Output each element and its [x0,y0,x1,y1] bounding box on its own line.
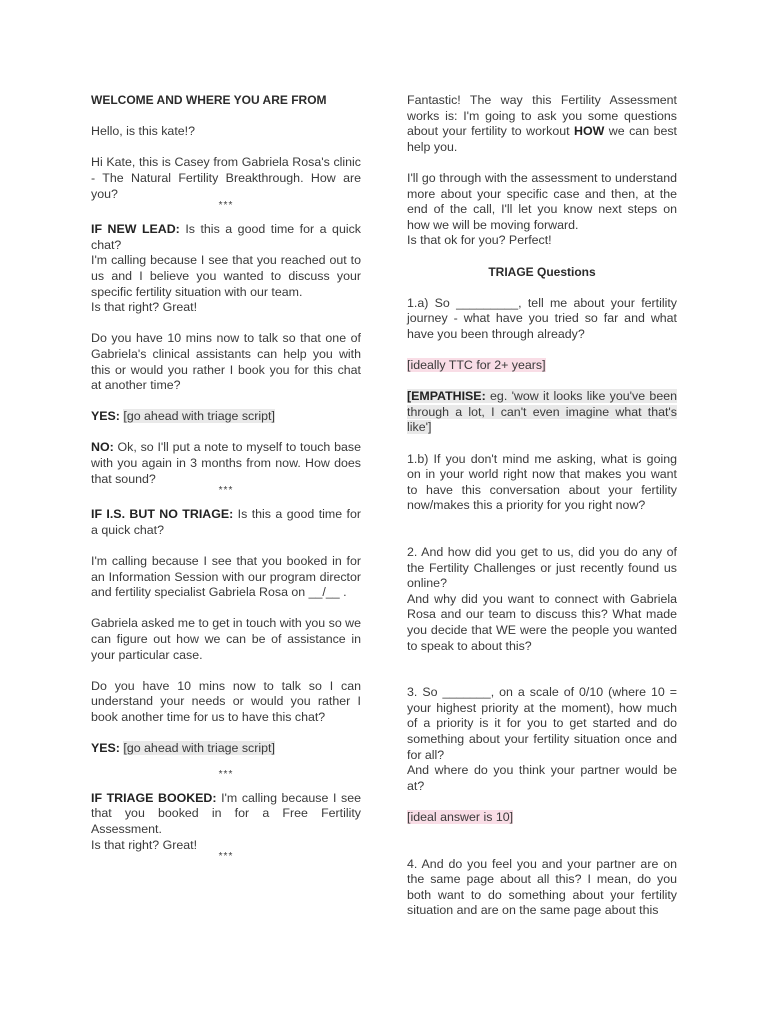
question-3-note [407,810,677,826]
is-no-triage-label: IF I.S. BUT NO TRIAGE: [91,507,234,522]
separator-stars: *** [218,485,234,497]
empathise-text: eg. 'wow it looks like you've been through a lot, I can't even imagine what that's like'] [407,389,677,435]
ten-mins-question-2: Do you have 10 mins now to talk so I can understand your needs or would you rather I book another time for us to have this chat? [91,678,361,724]
go-through-ok: Is that ok for you? Perfect! [407,233,552,248]
empathise-block [407,389,677,436]
question-4: 4. And do you feel you and your partner are on the same page about all this? I mean, do you both want to do something about your fertility situation and are on the same page about this [407,856,677,918]
is-reason: I'm calling because I see that you booked in for an Information Session with our program director and fertility specialist Gabriela Rosa on __/__ . [91,554,361,600]
is-no-triage-question: Is this a good time for a quick chat? [91,507,361,537]
question-1a-note [407,358,677,374]
fantastic-post: we can best help you. [407,124,677,154]
fantastic-how: HOW [574,124,605,139]
fantastic-pre: Fantastic! The way this Fertility Assessment works is: I'm going to ask you some questions about your fertility to workout [407,93,677,139]
no-text: Ok, so I'll put a note to myself to touch base with you again in 3 months from now. How does that sound? [91,440,361,486]
separator-stars: *** [218,200,234,212]
question-1a: 1.a) So _________, tell me about your fertility journey - what have you tried so far and what have you been through already? [407,295,677,341]
separator-stars: *** [218,851,234,863]
no-option [91,440,361,487]
fantastic-paragraph [407,93,677,155]
new-lead-label: IF NEW LEAD: [91,222,180,237]
triage-booked-text: I'm calling because I see that you booked in for a Free Fertility Assessment. [91,790,361,836]
left-column [91,93,361,873]
triage-booked-label: IF TRIAGE BOOKED: [91,790,217,805]
separator-stars: *** [218,768,234,780]
question-2-why: And why did you want to connect with Gabriela Rosa and our team to discuss this? What made you decide that WE were the people you wanted to speak to about this? [407,591,677,653]
question-1a-note-text: [ideally TTC for 2+ years] [407,358,546,373]
question-3-note-text: [ideal answer is 10] [407,809,514,824]
yes-text-1: [go ahead with triage script] [123,409,275,424]
go-through-paragraph: I'll go through with the assessment to understand more about your specific case and then, at the end of the call, I'll let you know next steps on how we will be moving forward. [407,170,677,232]
question-3: 3. So _______, on a scale of 0/10 (where 10 = your highest priority at the moment), how much of a priority is it for you to get started and do something about your fertility situation once and for all? [407,685,677,762]
yes-label-2: YES: [91,741,120,756]
intro-paragraph: Hi Kate, this is Casey from Gabriela Rosa's clinic - The Natural Fertility Breakthrough. How are you? [91,155,361,201]
ten-mins-question-1: Do you have 10 mins now to talk so that one of Gabriela's clinical assistants can help you with this or would you rather I book you for this chat at another time? [91,331,361,393]
triage-booked-block [91,791,361,838]
new-lead-block [91,222,361,253]
right-column [407,93,677,919]
new-lead-confirm: Is that right? Great! [91,300,198,315]
triage-booked-confirm: Is that right? Great! [91,837,198,852]
new-lead-reason: I'm calling because I see that you reached out to us and I believe you wanted to discuss your specific fertility situation with our team. [91,253,361,299]
empathise-label: [EMPATHISE: [407,389,486,404]
triage-questions-title: TRIAGE Questions [488,264,596,279]
yes-label-1: YES: [91,409,120,424]
question-2: 2. And how did you get to us, did you do any of the Fertility Challenges or just recently found us online? [407,545,677,591]
gabriela-asked: Gabriela asked me to get in touch with you so we can figure out how we can be of assistance in your particular case. [91,616,361,662]
question-1b: 1.b) If you don't mind me asking, what is going on in your world right now that makes you want to have this conversation about your fertility now/makes this a priority for you right now? [407,451,677,513]
yes-option-2 [91,741,361,757]
no-label: NO: [91,440,114,455]
section-title: WELCOME AND WHERE YOU ARE FROM [91,93,327,107]
yes-option-1 [91,409,361,425]
question-3-partner: And where do you think your partner would be at? [407,763,677,793]
is-no-triage-block [91,507,361,538]
yes-text-2: [go ahead with triage script] [123,741,275,756]
greeting-line: Hello, is this kate!? [91,124,195,139]
new-lead-question: Is this a good time for a quick chat? [91,222,361,252]
